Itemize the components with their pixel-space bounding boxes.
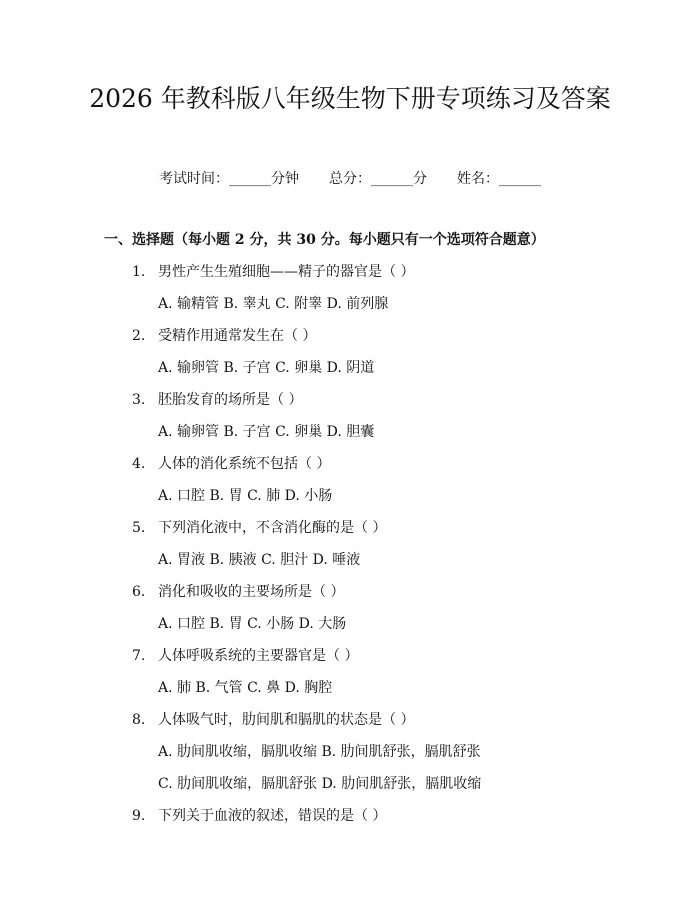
total-score-field: 总分：______分: [329, 171, 427, 187]
question-text: 胚胎发育的场所是（ ）: [158, 392, 303, 408]
question-3-options: A. 输卵管 B. 子宫 C. 卵巢 D. 胆囊: [158, 424, 375, 440]
question-number: 9.: [132, 808, 146, 824]
question-text: 下列消化液中，不含消化酶的是（ ）: [158, 520, 387, 536]
question-number: 4.: [132, 456, 146, 472]
question-3: [132, 389, 302, 409]
question-7-options: A. 肺 B. 气管 C. 鼻 D. 胸腔: [158, 680, 333, 696]
question-number: 7.: [132, 648, 146, 664]
question-2-options: A. 输卵管 B. 子宫 C. 卵巢 D. 阴道: [158, 360, 375, 376]
question-number: 3.: [132, 392, 146, 408]
question-text: 人体吸气时，肋间肌和膈肌的状态是（ ）: [158, 712, 415, 728]
question-8: [132, 709, 414, 729]
question-number: 5.: [132, 520, 146, 536]
question-text: 下列关于血液的叙述，错误的是（ ）: [158, 808, 387, 824]
exam-meta: [0, 168, 700, 188]
question-number: 8.: [132, 712, 146, 728]
question-1-options: A. 输精管 B. 睾丸 C. 附睾 D. 前列腺: [158, 296, 389, 312]
question-text: 消化和吸收的主要场所是（ ）: [158, 584, 345, 600]
question-8-options-line-1: A. 肋间肌收缩，膈肌收缩 B. 肋间肌舒张，膈肌舒张: [158, 744, 481, 760]
question-1: [132, 261, 414, 281]
section-heading-choice: 一、选择题（每小题 2 分，共 30 分。每小题只有一个选项符合题意）: [104, 232, 545, 248]
question-number: 2.: [132, 328, 146, 344]
exam-time-field: 考试时间：______分钟: [159, 171, 299, 187]
question-text: 男性产生生殖细胞——精子的器官是（ ）: [158, 264, 415, 280]
question-4: [132, 453, 330, 473]
question-7: [132, 645, 358, 665]
question-text: 受精作用通常发生在（ ）: [158, 328, 317, 344]
question-4-options: A. 口腔 B. 胃 C. 肺 D. 小肠: [158, 488, 333, 504]
question-5: [132, 517, 386, 537]
question-2: [132, 325, 316, 345]
question-9: [132, 805, 386, 825]
document-title: 2026 年教科版八年级生物下册专项练习及答案: [89, 84, 611, 113]
question-6-options: A. 口腔 B. 胃 C. 小肠 D. 大肠: [158, 616, 347, 632]
question-number: 1.: [132, 264, 146, 280]
student-name-field: 姓名：______: [457, 171, 541, 187]
question-5-options: A. 胃液 B. 胰液 C. 胆汁 D. 唾液: [158, 552, 361, 568]
question-6: [132, 581, 344, 601]
question-text: 人体呼吸系统的主要器官是（ ）: [158, 648, 359, 664]
question-number: 6.: [132, 584, 146, 600]
question-8-options-line-2: C. 肋间肌收缩，膈肌舒张 D. 肋间肌舒张，膈肌收缩: [158, 776, 482, 792]
question-text: 人体的消化系统不包括（ ）: [158, 456, 331, 472]
